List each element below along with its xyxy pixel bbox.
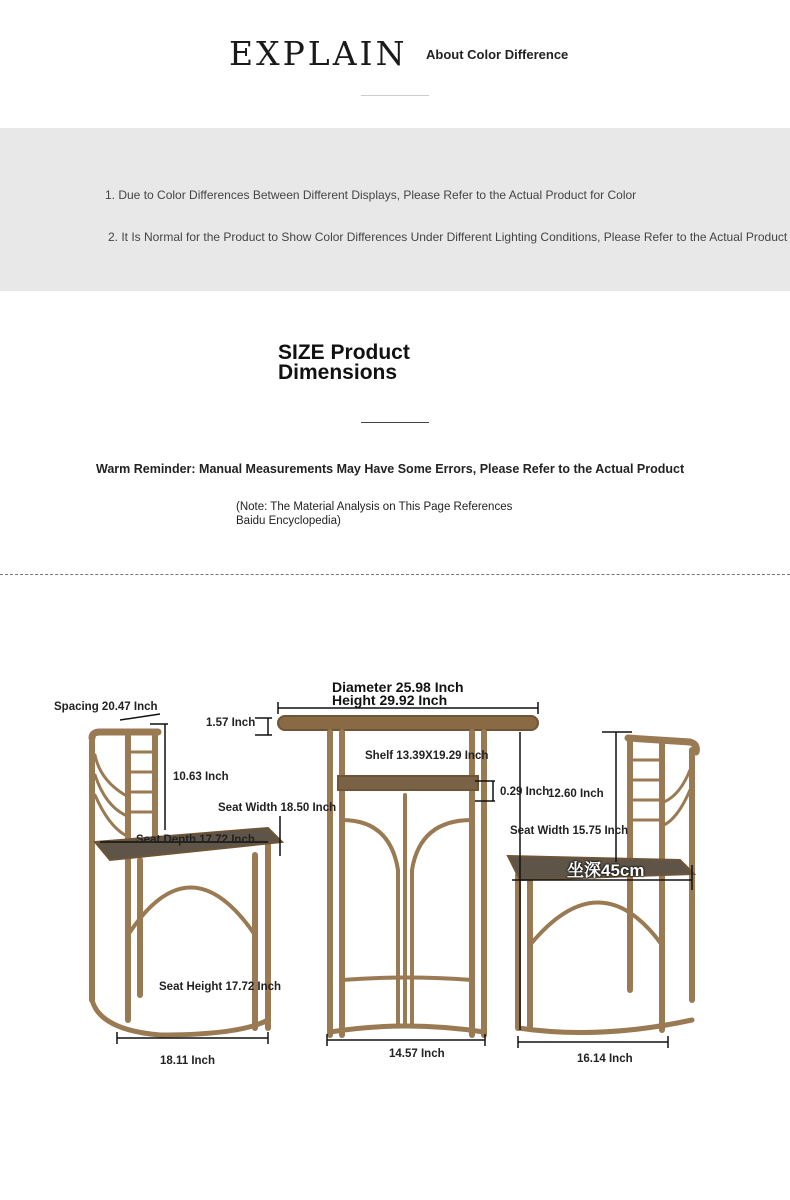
material-note-line2: Baidu Encyclopedia) [236, 515, 341, 527]
dim-spacing: Spacing 20.47 Inch [54, 701, 158, 713]
dim-shelf: Shelf 13.39X19.29 Inch [365, 750, 489, 762]
color-note-1: 1. Due to Color Differences Between Different Displays, Please Refer to the Actual Product for Color [105, 188, 637, 202]
dim-top-thickness: 1.57 Inch [206, 717, 256, 729]
dim-seat-width-left: Seat Width 18.50 Inch [218, 802, 337, 814]
size-title [278, 343, 410, 383]
dim-seat-depth-right: 坐深45cm [567, 861, 645, 880]
right-chair-drawing [518, 738, 696, 1033]
dim-seat-depth-left: Seat Depth 17.72 Inch [136, 834, 255, 846]
dim-back-height-right: 12.60 Inch [548, 788, 604, 800]
dim-height: Height 29.92 Inch [332, 692, 448, 708]
dim-width-right: 16.14 Inch [577, 1053, 633, 1065]
color-note-band [0, 128, 790, 291]
explain-title: EXPLAIN [229, 34, 408, 73]
color-note-2: 2. It Is Normal for the Product to Show Color Differences Under Different Lighting Conditions, Please Refer to the Actual Product [108, 230, 788, 244]
material-note [236, 500, 546, 528]
material-note-line1: (Note: The Material Analysis on This Page References [236, 501, 513, 513]
explain-subtitle: About Color Difference [426, 47, 569, 62]
dim-back-height-left: 10.63 Inch [173, 771, 229, 783]
section-dashed-divider [0, 574, 790, 575]
size-title-line1: SIZE Product [278, 341, 410, 364]
dim-table-base: 14.57 Inch [389, 1048, 445, 1060]
dim-diameter-height [332, 681, 464, 707]
size-title-line2: Dimensions [278, 361, 398, 384]
dim-shelf-thickness: 0.29 Inch [500, 786, 550, 798]
warm-reminder: Warm Reminder: Manual Measurements May Have Some Errors, Please Refer to the Actual Product [96, 462, 685, 476]
furniture-illustration [0, 580, 790, 1100]
dim-seat-height-left: Seat Height 17.72 Inch [159, 981, 282, 993]
size-divider [361, 422, 429, 423]
dim-diameter: Diameter 25.98 Inch [332, 679, 464, 695]
title-divider [361, 95, 429, 96]
table-drawing [278, 716, 538, 1035]
dim-seat-width-right: Seat Width 15.75 Inch [510, 825, 629, 837]
dim-width-left: 18.11 Inch [160, 1055, 215, 1067]
